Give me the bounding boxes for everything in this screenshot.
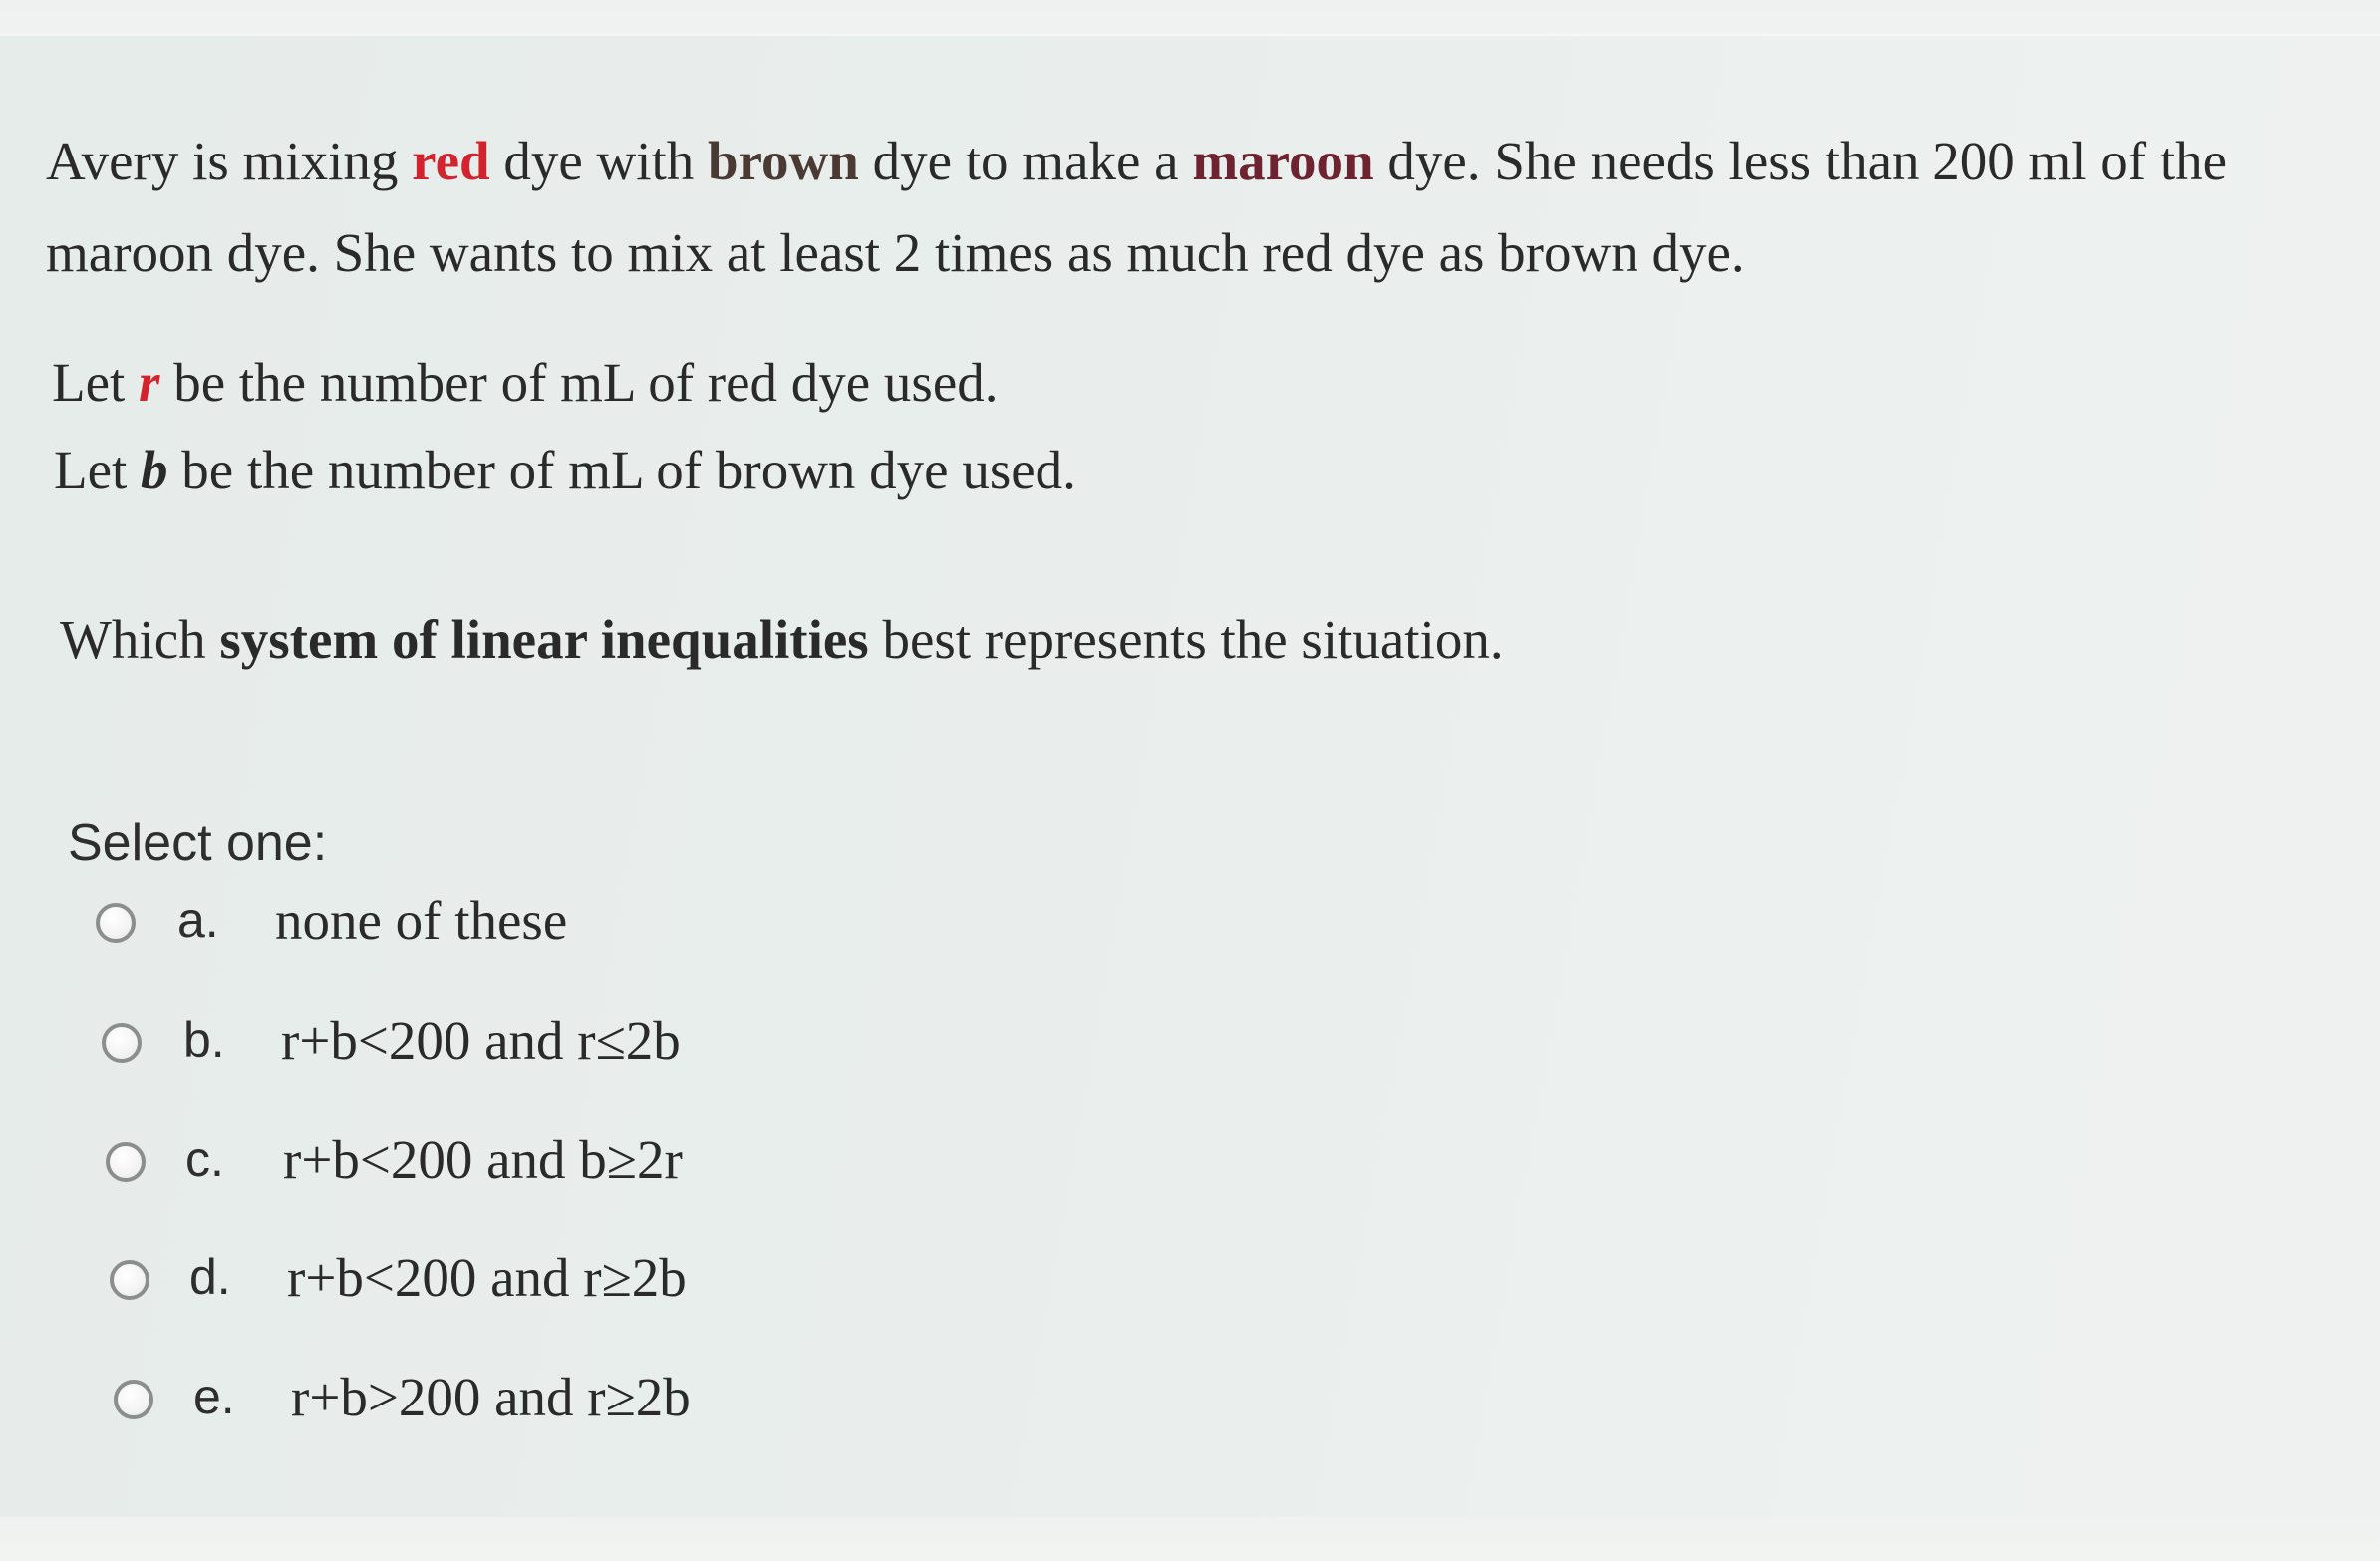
radio-button-b[interactable]: [102, 1023, 142, 1063]
variable-b: b: [141, 440, 168, 500]
variable-r: r: [139, 352, 160, 413]
question-text-part: dye. She needs less than 200 ml of the maroon dye. She wants to mix at least 2 times as much red dye as brown dye.: [46, 131, 2228, 283]
select-one-label: Select one:: [68, 814, 328, 872]
let-prefix: Let: [52, 352, 140, 413]
option-b[interactable]: [96, 1009, 993, 1089]
variable-b-definition: [54, 439, 1076, 501]
option-letter: a.: [177, 892, 219, 948]
option-letter: d.: [189, 1249, 231, 1305]
radio-button-c[interactable]: [106, 1142, 146, 1182]
option-letter: c.: [185, 1131, 224, 1187]
option-a[interactable]: [96, 889, 993, 969]
option-text: r+b>200 and r≥2b: [291, 1367, 691, 1427]
emphasis-brown: brown: [708, 131, 859, 191]
option-text: r+b<200 and r≥2b: [287, 1247, 687, 1308]
option-c[interactable]: [96, 1128, 993, 1208]
variable-b-description: be the number of mL of brown dye used.: [167, 440, 1076, 500]
option-text: r+b<200 and r≤2b: [281, 1010, 681, 1071]
let-prefix: Let: [54, 440, 142, 500]
radio-button-d[interactable]: [110, 1260, 149, 1300]
prompt-part: best represents the situation.: [868, 609, 1504, 670]
radio-button-e[interactable]: [114, 1380, 153, 1419]
option-d[interactable]: [96, 1246, 993, 1326]
question-text-part: dye to make a: [858, 131, 1193, 191]
radio-button-a[interactable]: [96, 903, 136, 943]
option-letter: e.: [193, 1369, 235, 1424]
question-text-part: dye with: [489, 131, 709, 191]
option-text: r+b<200 and b≥2r: [283, 1129, 683, 1190]
question-panel: [0, 34, 2380, 1517]
prompt-emphasis: system of linear inequalities: [219, 609, 869, 670]
prompt-part: Which: [60, 609, 220, 670]
variable-r-definition: [52, 351, 999, 414]
question-prompt: [60, 608, 1504, 671]
variable-r-description: be the number of mL of red dye used.: [159, 352, 999, 413]
option-text: none of these: [275, 890, 568, 951]
emphasis-maroon: maroon: [1192, 131, 1374, 191]
emphasis-red: red: [412, 131, 490, 191]
question-text: [46, 116, 2358, 299]
option-letter: b.: [183, 1012, 225, 1068]
option-e[interactable]: [96, 1366, 993, 1445]
question-text-part: Avery is mixing: [46, 131, 413, 191]
